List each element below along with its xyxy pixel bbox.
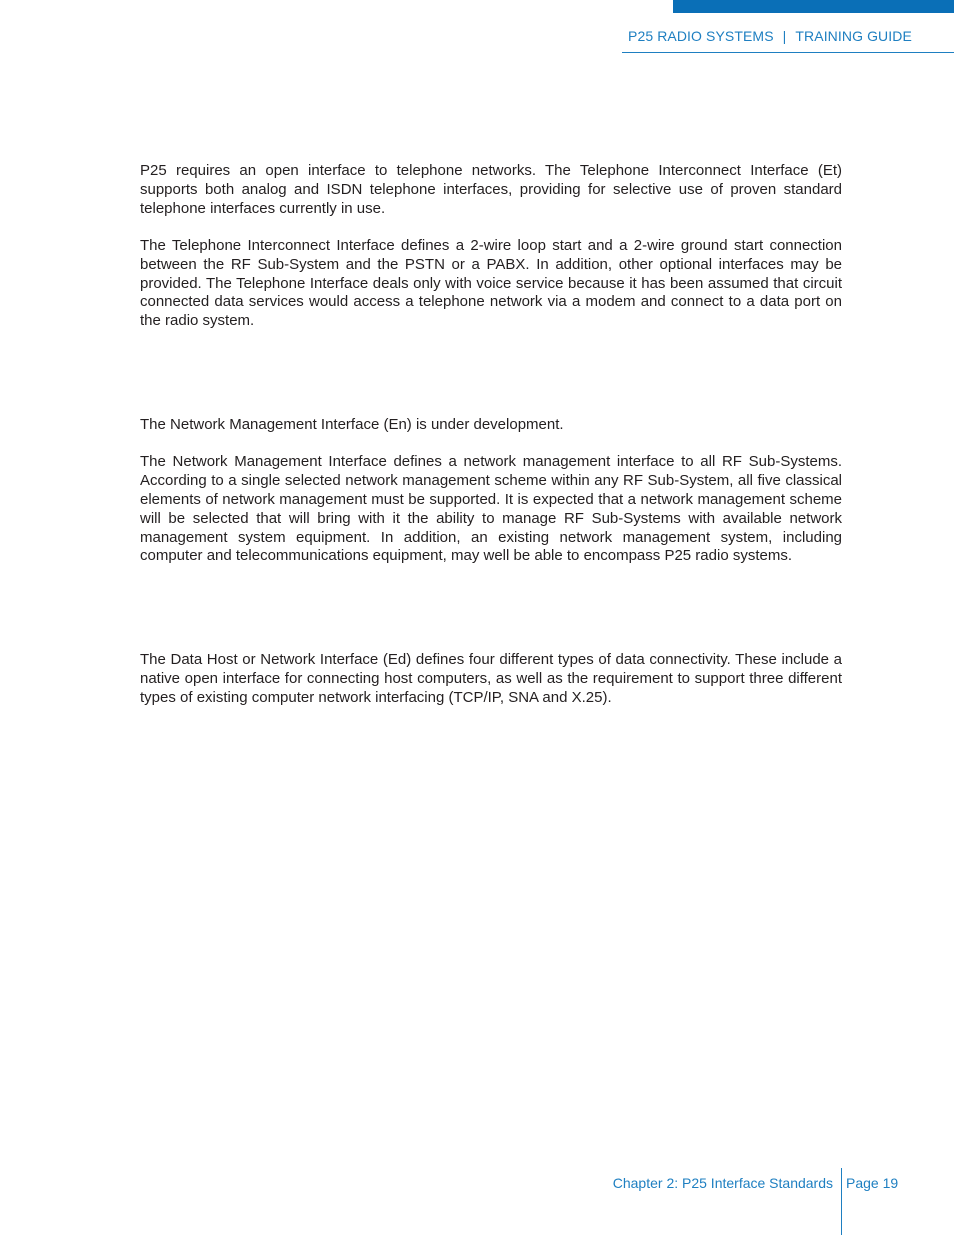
header-guide: TRAINING GUIDE [795,28,912,44]
running-header [628,28,912,44]
footer-chapter-title: Chapter 2: P25 Interface Standards [612,1175,833,1191]
paragraph-network-mgmt-status: The Network Management Interface (En) is under development. [140,415,564,433]
body-content [140,162,842,708]
paragraph-telephone-details: The Telephone Interconnect Interface defines a 2-wire loop start and a 2-wire ground start connection between the RF Sub-System and the PSTN or a PABX. In addition, other optional interfaces may be provided. The Telephone Interface deals only with voice service because it has been assumed that circuit connected data services would access a telephone network via a modem and connect to a data port on the radio system. [140,236,842,330]
header-rule [622,52,954,53]
header-accent-bar [673,0,954,13]
paragraph-telephone-intro: P25 requires an open interface to telephone networks. The Telephone Interconnect Interface (Et) supports both analog and ISDN telephone interfaces, providing for selective use of proven standard telephone interfaces currently in use. [140,162,842,217]
paragraph-data-host: The Data Host or Network Interface (Ed) defines four different types of data connectivity. These include a native open interface for connecting host computers, as well as the requirement to support three different types of existing computer network interfacing (TCP/IP, SNA and X.25). [140,651,842,706]
footer-page-number: Page 19 [846,1175,899,1191]
footer-divider [841,1168,842,1235]
header-separator: | [782,28,787,44]
paragraph-network-mgmt-details: The Network Management Interface defines a network management interface to all RF Sub-Systems. According to a single selected network management scheme within any RF Sub-System, all five classical elements of network management must be supported. It is expected that a network management scheme will be selected that will bring with it the ability to manage RF Sub-Systems with available network management system equipment. In addition, an existing network management system, including computer and telecommunications equipment, may well be able to encompass P25 radio systems. [140,453,842,565]
header-publication: P25 RADIO SYSTEMS [628,28,774,44]
